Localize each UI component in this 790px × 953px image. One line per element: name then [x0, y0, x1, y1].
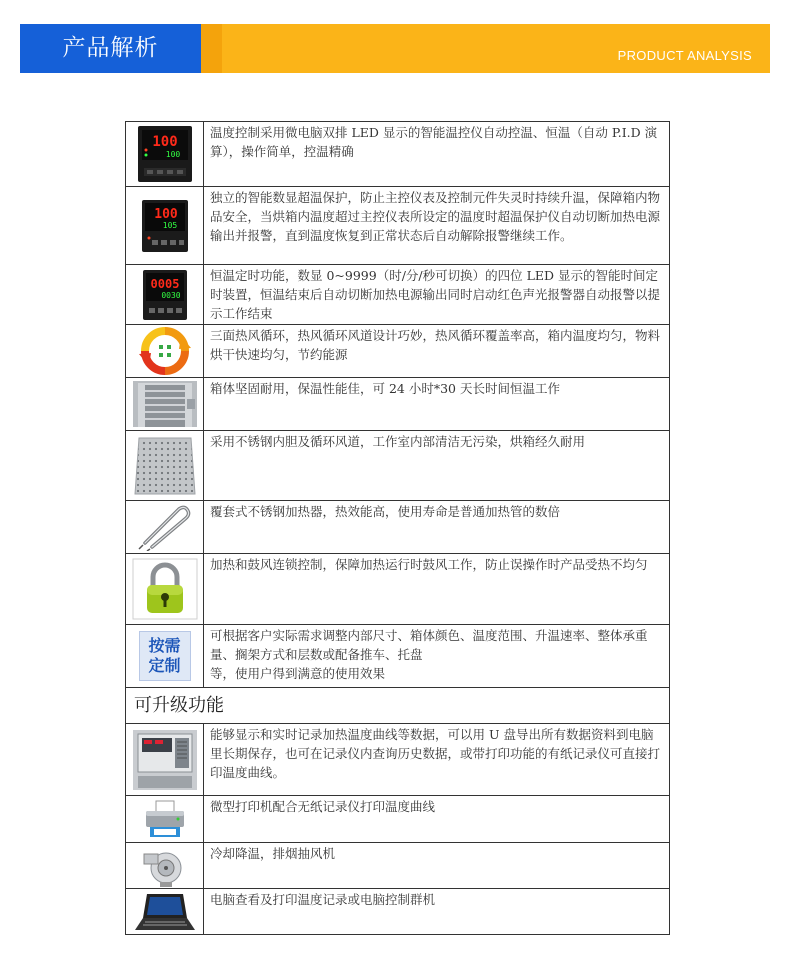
exhaust-fan-icon	[126, 843, 204, 888]
svg-text:105: 105	[162, 220, 177, 230]
lock-icon	[126, 554, 204, 624]
temperature-controller-icon	[126, 122, 204, 186]
table-row	[126, 724, 669, 796]
table-row	[126, 688, 669, 724]
table-row	[126, 431, 669, 501]
upgrade-text: 微型打印机配合无纸记录仪打印温度曲线	[210, 799, 436, 814]
hot-air-circulation-icon	[126, 325, 204, 377]
feature-text: 箱体坚固耐用，保温性能佳，可 24 小时*30 天长时间恒温工作	[210, 381, 560, 396]
page-title: 产品解析	[62, 35, 159, 61]
table-row	[126, 796, 669, 843]
svg-text:100: 100	[151, 134, 178, 150]
table-row	[126, 843, 669, 889]
table-row	[126, 325, 669, 378]
table-row	[126, 265, 669, 325]
feature-text: 采用不锈钢内胆及循环风道，工作室内部清洁无污染，烘箱经久耐用	[210, 434, 586, 449]
heater-tube-icon	[126, 501, 204, 553]
over-temperature-protector-icon	[126, 187, 204, 264]
custom-made-icon-text: 按需 定制	[148, 636, 181, 675]
upgrade-text: 能够显示和实时记录加热温度曲线等数据，可以用 U 盘导出所有数据资料到电脑里长期保存，也可在记录仪内查询历史数据，或带打印功能的有纸记录仪可直接打印温度曲线。	[210, 727, 661, 780]
feature-text: 三面热风循环，热风循环风道设计巧妙，热风循环覆盖率高，箱内温度均匀，物料烘干快速均匀，节约能源	[210, 328, 661, 362]
upgrade-section-title: 可升级功能	[134, 695, 224, 716]
svg-text:100: 100	[153, 206, 178, 222]
paperless-recorder-icon	[126, 724, 204, 795]
svg-text:100: 100	[165, 150, 180, 159]
feature-text: 恒温定时功能，数显 0~9999（时/分/秒可切换）的四位 LED 显示的智能时间定时装置，恒温结束后自动切断加热电源输出同时启动红色声光报警器自动报警以提示工作结束	[210, 268, 661, 321]
feature-text: 温度控制采用微电脑双排 LED 显示的智能温控仪自动控温、恒温（自动 P.I.D 演算），操作简单，控温精确	[210, 125, 658, 159]
table-row	[126, 122, 669, 187]
stainless-steel-liner-icon	[126, 431, 204, 500]
table-row	[126, 889, 669, 935]
table-row	[126, 625, 669, 688]
feature-table	[125, 121, 670, 935]
chamber-shelves-icon	[126, 378, 204, 430]
header-banner	[20, 24, 770, 73]
page-subtitle-en: PRODUCT ANALYSIS	[617, 48, 752, 63]
feature-text: 可根据客户实际需求调整内部尺寸、箱体颜色、温度范围、升温速率、整体承重量、搁架方式和层数或配备推车、托盘 等，使用户得到满意的使用效果	[210, 628, 648, 681]
upgrade-text: 冷却降温，排烟抽风机	[210, 846, 336, 861]
timer-icon	[126, 265, 204, 324]
micro-printer-icon	[126, 796, 204, 842]
svg-text:0030: 0030	[160, 290, 181, 300]
table-row	[126, 554, 669, 625]
laptop-icon	[126, 889, 204, 934]
feature-text: 覆套式不锈钢加热器，热效能高，使用寿命是普通加热管的数倍	[210, 504, 561, 519]
table-row	[126, 501, 669, 554]
table-row	[126, 187, 669, 265]
custom-made-icon	[126, 625, 204, 687]
upgrade-text: 电脑查看及打印温度记录或电脑控制群机	[210, 892, 436, 907]
feature-text: 独立的智能数显超温保护，防止主控仪表及控制元件失灵时持续升温，保障箱内物品安全，当烘箱内温度超过主控仪表所设定的温度时超温保护仪自动切断加热电源输出并报警，直到温度恢复到正常状态后自动解除报警继续工作。	[210, 190, 661, 243]
feature-text: 加热和鼓风连锁控制，保障加热运行时鼓风工作，防止误操作时产品受热不均匀	[210, 557, 648, 572]
svg-text:0005: 0005	[150, 276, 179, 291]
table-row	[126, 378, 669, 431]
